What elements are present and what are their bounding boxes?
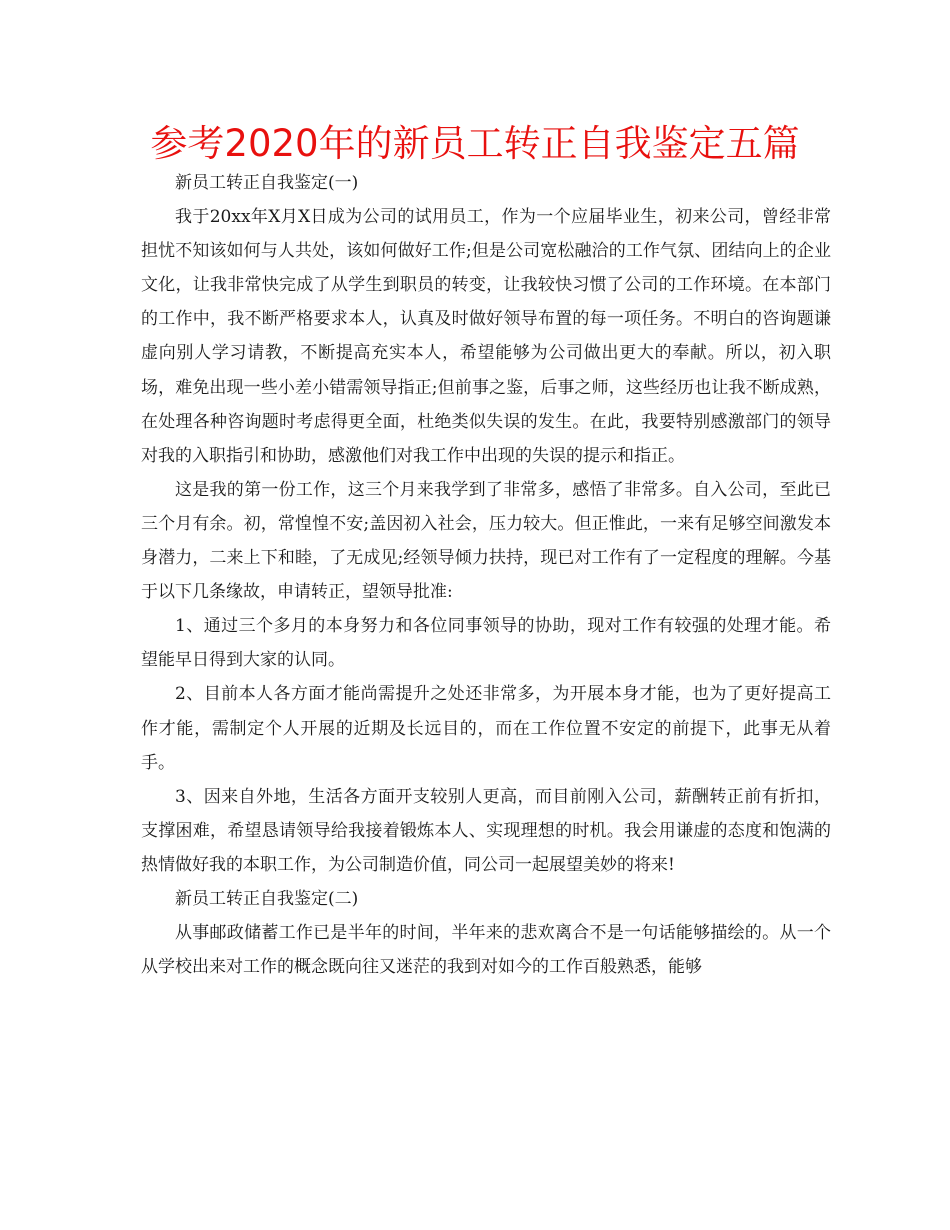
list-item-3: 3、因来自外地，生活各方面开支较别人更高，而目前刚入公司，薪酬转正前有折扣，支撑困难，希望恳请领导给我接着锻炼本人、实现理想的时机。我会用谦虚的态度和饱满的热情做好我的本职工作，为公司制造价值，同公司一起展望美妙的将来! [141, 786, 831, 875]
section-heading-1: 新员工转正自我鉴定(一) [175, 173, 359, 193]
list-item-2: 2、目前本人各方面才能尚需提升之处还非常多，为开展本身才能，也为了更好提高工作才能，需制定个人开展的近期及长远目的，而在工作位置不安定的前提下，此事无从着手。 [141, 684, 831, 773]
paragraph-intro: 我于20xx年X月X日成为公司的试用员工，作为一个应届毕业生，初来公司，曾经非常担忧不知该如何与人共处，该如何做好工作;但是公司宽松融洽的工作气氛、团结向上的企业文化，让我非常快完成了从学生到职员的转变，让我较快习惯了公司的工作环境。在本部门的工作中，我不断严格要求本人，认真及时做好领导布置的每一项任务。不明白的咨询题谦虚向别人学习请教，不断提高充实本人，希望能够为公司做出更大的奉献。所以，初入职场，难免出现一些小差小错需领导指正;但前事之鉴，后事之师，这些经历也让我不断成熟，在处理各种咨询题时考虑得更全面，杜绝类似失误的发生。在此，我要特别感激部门的领导对我的入职指引和协助，感激他们对我工作中出现的失误的提示和指正。 [141, 207, 831, 466]
document-body [141, 166, 831, 984]
list-item-1: 1、通过三个多月的本身努力和各位同事领导的协助，现对工作有较强的处理才能。希望能早日得到大家的认同。 [141, 616, 831, 671]
paragraph-first-job: 这是我的第一份工作，这三个月来我学到了非常多，感悟了非常多。自入公司，至此已三个月有余。初，常惶惶不安;盖因初入社会，压力较大。但正惟此，一来有足够空间激发本身潜力，二来上下和睦，了无成见;经领导倾力扶持，现已对工作有了一定程度的理解。今基于以下几条缘故，申请转正，望领导批准: [141, 479, 831, 603]
paragraph-postal-savings: 从事邮政储蓄工作已是半年的时间，半年来的悲欢离合不是一句话能够描绘的。从一个从学校出来对工作的概念既向往又迷茫的我到对如今的工作百般熟悉，能够 [141, 923, 831, 978]
document-title: 参考2020年的新员工转正自我鉴定五篇 [150, 122, 800, 165]
section-heading-2: 新员工转正自我鉴定(二) [175, 888, 359, 909]
